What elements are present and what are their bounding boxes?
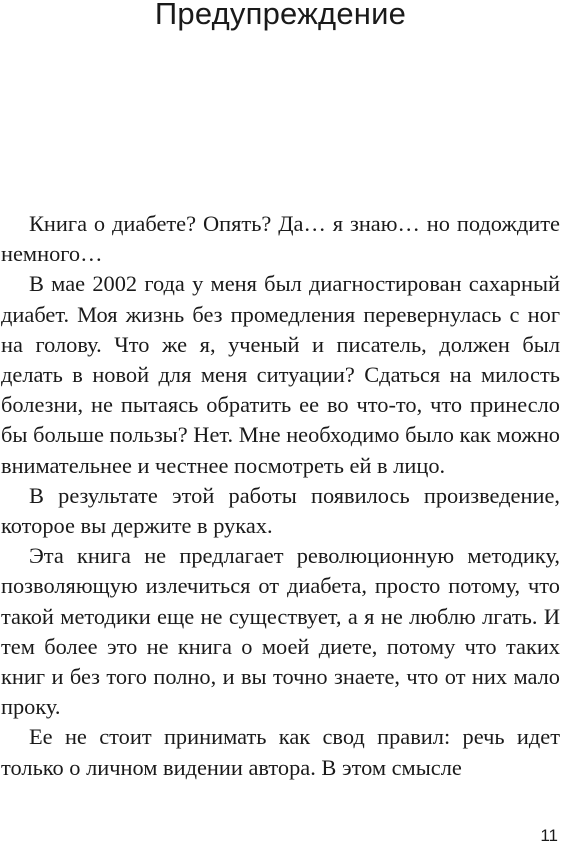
body-text xyxy=(1,209,560,783)
paragraph: Книга о диабете? Опять? Да… я знаю… но подождите немного… xyxy=(1,211,560,267)
paragraph: В результате этой работы появилось произведение, которое вы держите в руках. xyxy=(1,482,560,539)
paragraph: В мае 2002 года у меня был диагностирован сахарный диабет. Моя жизнь без промедления перевернулась с ног на голову. Что же я, ученый и писатель, должен был делать в новой для меня ситуации? Сдаться на милость болезни, не пытаясь обратить ее во что-то, что принесло бы больше пользы? Нет. Мне необходимо было как можно внимательнее и честнее посмотреть ей в лицо. xyxy=(1,271,560,478)
chapter-title: Предупреждение xyxy=(154,0,407,31)
paragraph: Ее не стоит принимать как свод правил: речь идет только о личном видении автора. В этом смысле xyxy=(1,724,560,780)
paragraph: Эта книга не предлагает революционную методику, позволяющую излечиться от диабета, просто потому, что такой методики еще не существует, а я не люблю лгать. И тем более это не книга о моей диете, потому что таких книг и без того полно, и вы точно знаете, что от них мало проку. xyxy=(1,543,560,720)
page-number: 11 xyxy=(540,826,558,845)
